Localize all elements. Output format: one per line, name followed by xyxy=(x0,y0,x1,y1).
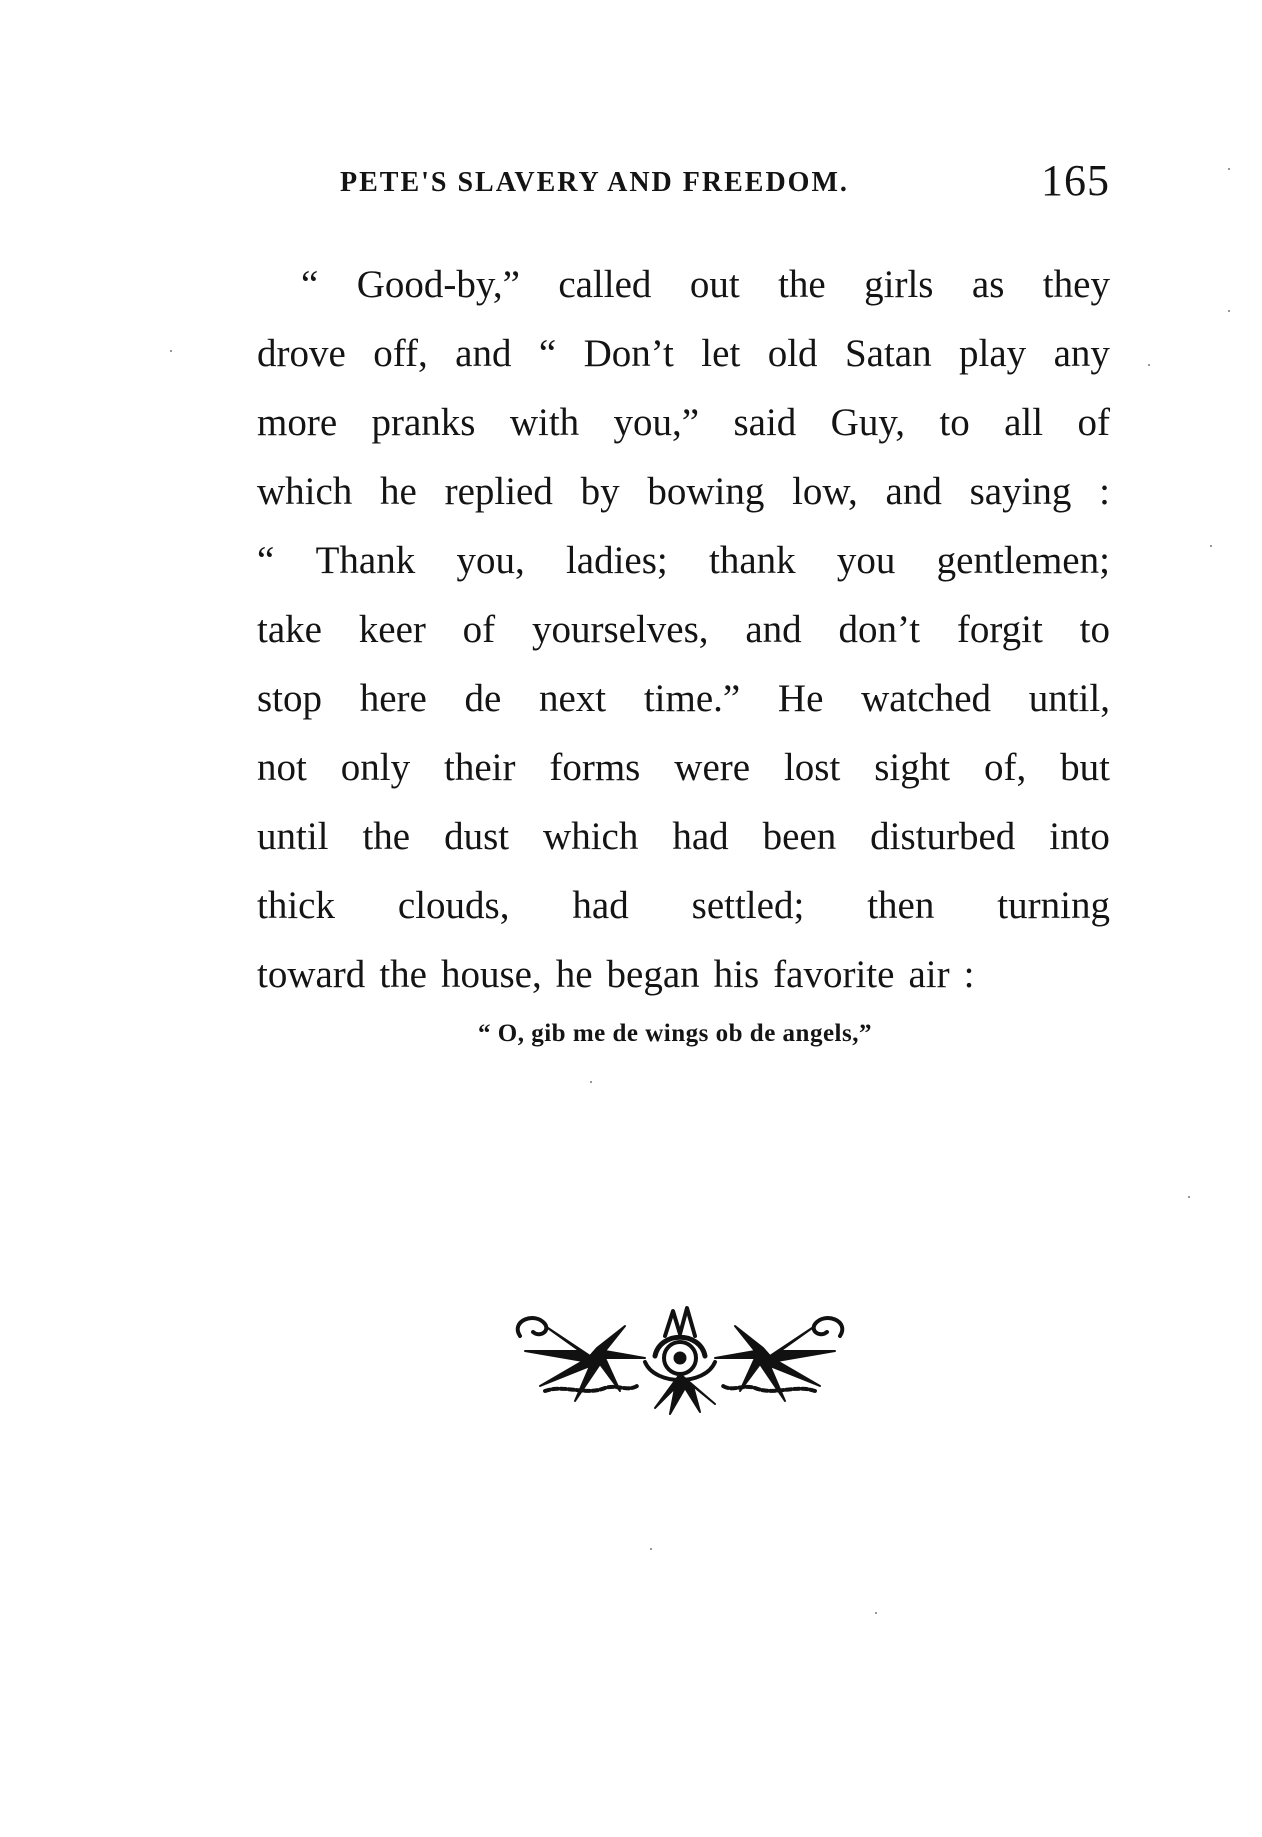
word: “ xyxy=(257,539,275,582)
running-title: PETE'S SLAVERY AND FREEDOM. xyxy=(340,167,849,198)
word: not xyxy=(257,746,307,789)
word: stop xyxy=(257,677,323,720)
scan-speck xyxy=(1210,545,1212,547)
word: Guy, xyxy=(830,401,906,444)
word: “ xyxy=(301,263,319,306)
word: off, xyxy=(373,332,428,375)
scan-speck xyxy=(1228,310,1230,312)
text-line xyxy=(257,802,1110,871)
word: gentlemen; xyxy=(936,539,1110,582)
verse-text: “ O, gib me de wings ob de angels,” xyxy=(478,1020,872,1047)
word: and xyxy=(455,332,512,375)
word: into xyxy=(1049,815,1110,858)
text-line xyxy=(257,733,1110,802)
verse-quotation xyxy=(0,1020,1262,1048)
word: Good-by,” xyxy=(356,263,520,306)
word: more xyxy=(257,401,338,444)
word: dust xyxy=(444,815,510,858)
scan-speck xyxy=(650,1548,652,1550)
word: toward xyxy=(257,953,366,996)
word: thick xyxy=(257,884,335,927)
word: house, xyxy=(440,953,542,996)
word: replied xyxy=(444,470,553,513)
word: any xyxy=(1053,332,1110,375)
word: girls xyxy=(864,263,934,306)
scan-speck xyxy=(590,1081,592,1083)
word: you xyxy=(836,539,896,582)
word: drove xyxy=(257,332,346,375)
word: “ xyxy=(538,332,557,375)
word: old xyxy=(767,332,818,375)
word: pranks xyxy=(371,401,476,444)
word: his xyxy=(713,953,760,996)
word: which xyxy=(257,470,353,513)
word: all xyxy=(1004,401,1044,444)
word: low, xyxy=(792,470,858,513)
text-line xyxy=(257,664,1110,733)
word: sight xyxy=(874,746,951,789)
word: clouds, xyxy=(397,884,510,927)
word: been xyxy=(762,815,837,858)
word: next xyxy=(539,677,607,720)
body-text xyxy=(257,250,1110,1009)
word: forms xyxy=(549,746,641,789)
word: watched xyxy=(861,677,992,720)
scan-speck xyxy=(1148,364,1150,366)
word: said xyxy=(733,401,797,444)
text-line xyxy=(257,388,1110,457)
word: to xyxy=(1079,608,1110,651)
text-line xyxy=(257,250,1110,319)
word: yourselves, xyxy=(531,608,709,651)
word: : xyxy=(963,953,975,996)
word: saying xyxy=(969,470,1072,513)
word: began xyxy=(606,953,700,996)
word: Satan xyxy=(844,332,932,375)
text-line xyxy=(257,871,1110,940)
word: with xyxy=(509,401,580,444)
text-line xyxy=(257,595,1110,664)
word: had xyxy=(572,884,629,927)
word: of xyxy=(462,608,496,651)
word: of xyxy=(1077,401,1110,444)
page-number: 165 xyxy=(1041,156,1110,205)
word: disturbed xyxy=(870,815,1016,858)
word: he xyxy=(555,953,593,996)
word: and xyxy=(745,608,802,651)
scan-speck xyxy=(1228,168,1230,170)
word: forgit xyxy=(956,608,1043,651)
word: time.” xyxy=(643,677,741,720)
scan-speck xyxy=(170,350,172,352)
word: called xyxy=(558,263,652,306)
word: Thank xyxy=(315,539,416,582)
word: as xyxy=(971,263,1005,306)
word: they xyxy=(1042,263,1110,306)
word: then xyxy=(867,884,935,927)
word: the xyxy=(778,263,826,306)
running-head xyxy=(340,155,1110,205)
word: keer xyxy=(358,608,426,651)
word: settled; xyxy=(691,884,805,927)
word: but xyxy=(1060,746,1110,789)
word: don’t xyxy=(838,608,921,651)
word: which xyxy=(543,815,639,858)
word: you,” xyxy=(613,401,700,444)
word: by xyxy=(580,470,620,513)
word: let xyxy=(701,332,741,375)
word: Don’t xyxy=(583,332,674,375)
word: only xyxy=(340,746,411,789)
word: out xyxy=(689,263,740,306)
word: their xyxy=(444,746,516,789)
word: favorite xyxy=(773,953,895,996)
word: of, xyxy=(984,746,1027,789)
word: lost xyxy=(783,746,841,789)
word: and xyxy=(885,470,942,513)
word: the xyxy=(379,953,427,996)
scan-speck xyxy=(875,1612,877,1614)
word: until xyxy=(257,815,329,858)
word: here xyxy=(359,677,427,720)
floral-vignette-icon xyxy=(505,1296,855,1416)
word: play xyxy=(959,332,1027,375)
word: air xyxy=(908,953,950,996)
word: you, xyxy=(456,539,525,582)
word: : xyxy=(1099,470,1110,513)
word: until, xyxy=(1028,677,1110,720)
word: to xyxy=(939,401,970,444)
word: turning xyxy=(997,884,1110,927)
word: had xyxy=(672,815,729,858)
text-line xyxy=(257,319,1110,388)
word: the xyxy=(362,815,411,858)
word: ladies; xyxy=(565,539,668,582)
word: were xyxy=(674,746,751,789)
word: he xyxy=(380,470,417,513)
scan-speck xyxy=(1188,1196,1190,1198)
word: thank xyxy=(709,539,796,582)
word: take xyxy=(257,608,322,651)
text-line xyxy=(257,526,1110,595)
word: He xyxy=(777,677,824,720)
word: bowing xyxy=(647,470,765,513)
text-line xyxy=(257,940,1110,1009)
text-line xyxy=(257,457,1110,526)
word: de xyxy=(464,677,502,720)
